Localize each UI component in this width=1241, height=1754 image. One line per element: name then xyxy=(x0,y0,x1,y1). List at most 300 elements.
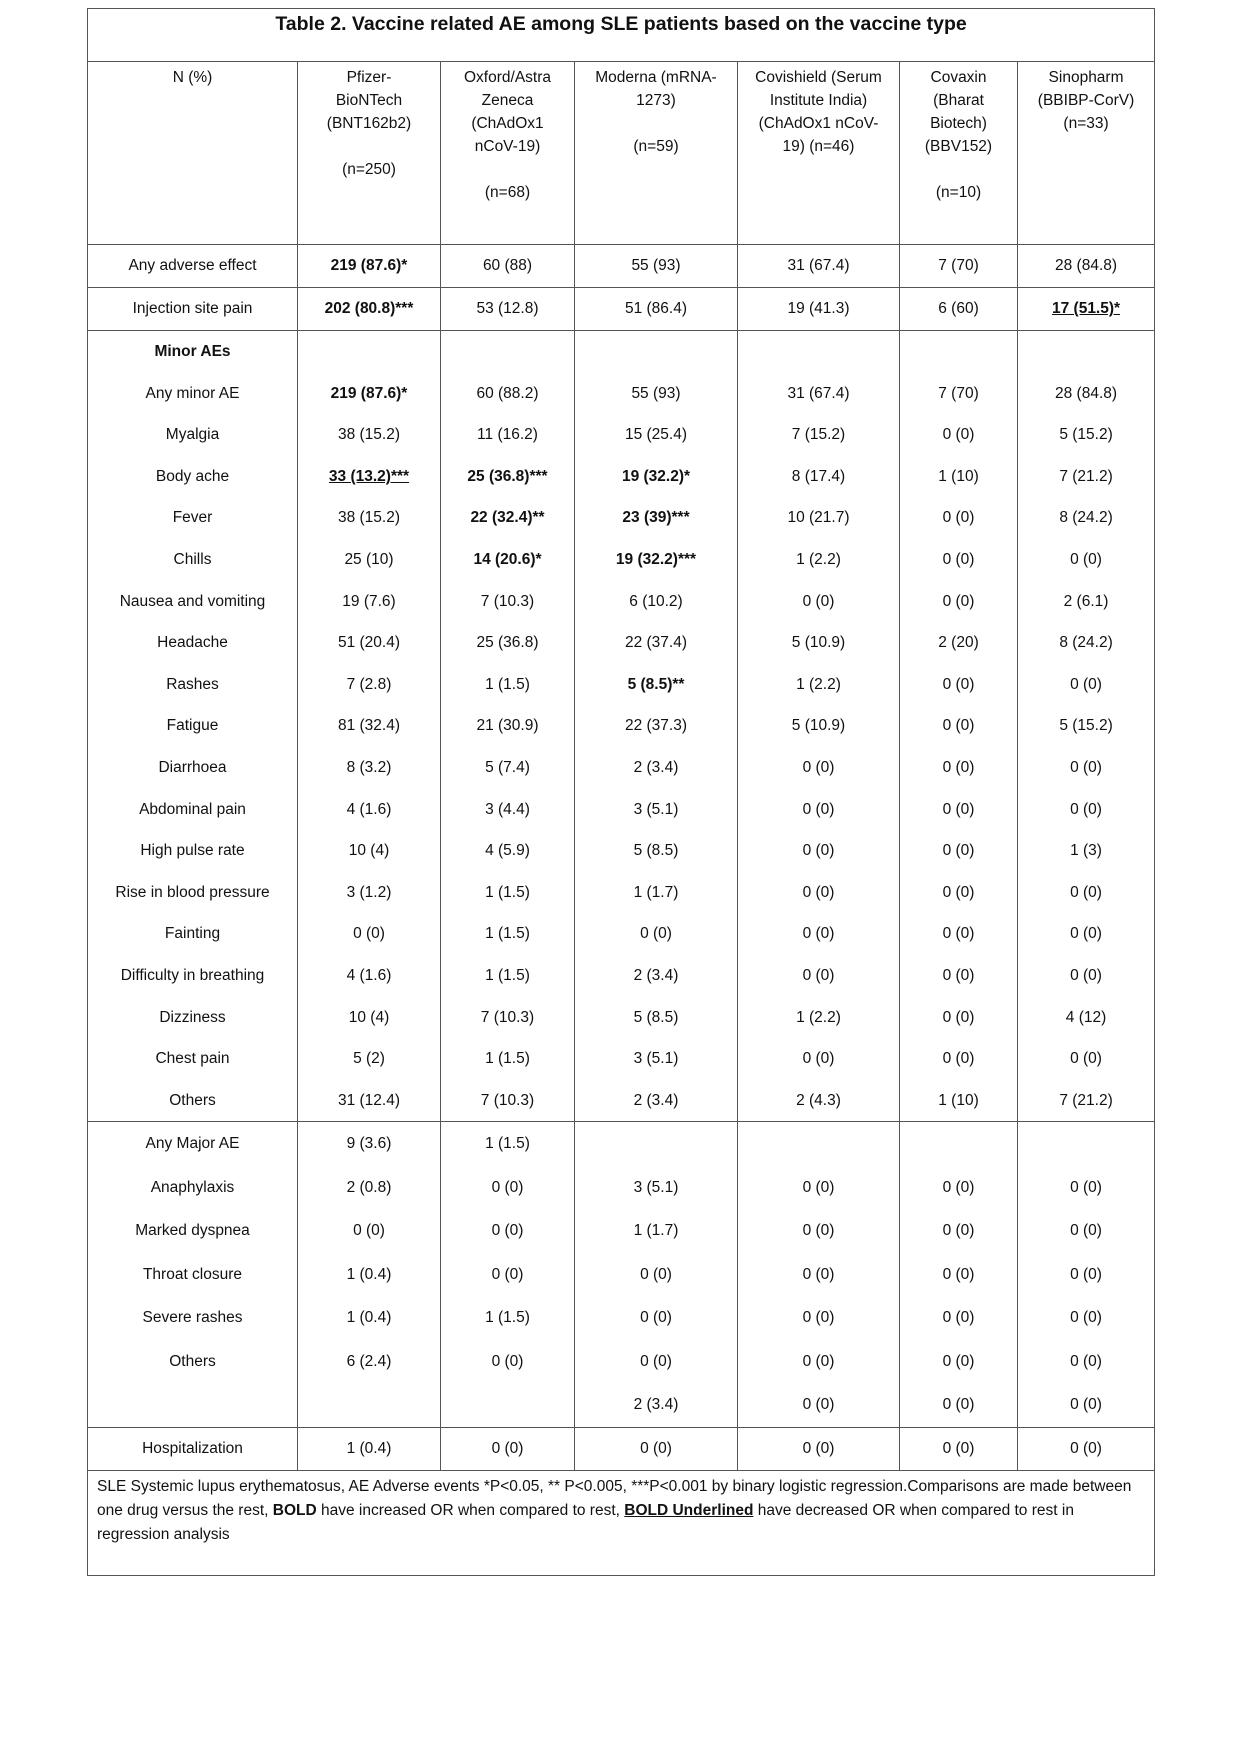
table-cell xyxy=(298,789,440,831)
value-column xyxy=(441,245,575,288)
table-cell xyxy=(1018,1340,1154,1384)
table-cell xyxy=(900,955,1017,997)
cell-value: 0 (0) xyxy=(1070,800,1102,818)
row-label xyxy=(88,913,297,955)
cell-value: 15 (25.4) xyxy=(624,426,688,444)
label-text: Severe rashes xyxy=(142,1309,243,1327)
label-text: Throat closure xyxy=(142,1265,243,1283)
cell-value: 2 (3.4) xyxy=(633,966,679,984)
cell-value: 0 (0) xyxy=(1070,1178,1102,1196)
table-cell xyxy=(1018,789,1154,831)
value-column xyxy=(575,1427,738,1470)
cell-value: 0 (0) xyxy=(640,925,672,943)
row-label xyxy=(88,1296,297,1340)
value-column xyxy=(575,245,738,288)
value-column xyxy=(738,245,900,288)
table-cell xyxy=(1018,1038,1154,1080)
table-cell xyxy=(738,331,899,373)
table-cell xyxy=(738,373,899,415)
table-cell xyxy=(441,456,574,498)
cell-value: 19 (32.2)* xyxy=(621,467,691,485)
cell-value: 81 (32.4) xyxy=(337,717,401,735)
table-cell xyxy=(1018,1209,1154,1253)
cell-value: 0 (0) xyxy=(491,1178,524,1196)
value-column xyxy=(738,1427,900,1470)
table-cell xyxy=(441,664,574,706)
cell-value: 7 (21.2) xyxy=(1059,1091,1113,1109)
table-cell xyxy=(575,497,737,539)
table-cell xyxy=(738,1296,899,1340)
table-cell xyxy=(298,747,440,789)
value-column xyxy=(575,1122,738,1428)
cell-value: 0 (0) xyxy=(802,1265,835,1283)
table-cell xyxy=(298,1122,440,1166)
table-cell xyxy=(298,1080,440,1122)
row-label xyxy=(88,664,297,706)
cell-value: 10 (21.7) xyxy=(787,509,850,527)
value-column xyxy=(1018,288,1155,331)
cell-value: 0 (0) xyxy=(942,1439,975,1457)
table-cell xyxy=(575,414,737,456)
value-column xyxy=(900,245,1018,288)
table-cell xyxy=(575,245,737,287)
row-label xyxy=(88,1080,297,1122)
table-cell xyxy=(738,245,899,287)
table-cell xyxy=(900,747,1017,789)
table-cell xyxy=(575,539,737,581)
cell-value: 0 (0) xyxy=(353,1222,385,1240)
cell-value: 3 (5.1) xyxy=(633,1050,679,1068)
value-column xyxy=(1018,331,1155,1122)
cell-value: 22 (37.4) xyxy=(624,634,688,652)
table-cell xyxy=(298,997,440,1039)
table-cell xyxy=(1018,872,1154,914)
cell-value: 1 (10) xyxy=(938,1091,979,1109)
table-cell xyxy=(900,539,1017,581)
row-label xyxy=(88,581,297,623)
label-text: Fatigue xyxy=(166,717,219,735)
table-cell xyxy=(575,331,737,373)
cell-value: 1 (1.5) xyxy=(485,1309,530,1327)
row-label-column xyxy=(88,288,298,331)
cell-value: 0 (0) xyxy=(942,883,975,901)
value-column xyxy=(900,1122,1018,1428)
table-cell xyxy=(441,955,574,997)
label-text: Myalgia xyxy=(165,426,220,444)
cell-value: 4 (1.6) xyxy=(346,800,392,818)
table-cell xyxy=(441,414,574,456)
table-cell xyxy=(900,497,1017,539)
cell-value: 10 (4) xyxy=(348,1008,390,1026)
cell-value: 0 (0) xyxy=(942,717,975,735)
cell-value: 1 (2.2) xyxy=(796,675,841,693)
table-cell xyxy=(900,622,1017,664)
table-cell xyxy=(738,581,899,623)
row-label-column xyxy=(88,1427,298,1470)
table-cell xyxy=(441,789,574,831)
cell-value: 5 (8.5) xyxy=(633,842,679,860)
cell-value: 0 (0) xyxy=(942,966,975,984)
cell-value: 0 (0) xyxy=(640,1309,672,1327)
cell-value: 0 (0) xyxy=(942,1178,975,1196)
table-cell xyxy=(1018,539,1154,581)
cell-value: 28 (84.8) xyxy=(1055,257,1118,274)
table-cell xyxy=(1018,331,1154,373)
cell-value: 31 (12.4) xyxy=(337,1091,401,1109)
table-cell xyxy=(575,1253,737,1297)
cell-value: 5 (8.5)** xyxy=(627,675,685,693)
table-cell xyxy=(738,747,899,789)
cell-value: 0 (0) xyxy=(802,592,835,610)
table-cell xyxy=(441,872,574,914)
cell-value: 3 (5.1) xyxy=(633,800,679,818)
cell-value: 19 (41.3) xyxy=(787,300,850,317)
table-cell xyxy=(738,789,899,831)
row-label xyxy=(88,288,297,330)
table-cell xyxy=(441,497,574,539)
cell-value: 1 (2.2) xyxy=(796,550,841,568)
cell-value: 0 (0) xyxy=(802,1439,835,1457)
cell-value: 25 (36.8) xyxy=(476,634,539,652)
table-cell xyxy=(900,288,1017,330)
header-vaccine: Pfizer- BioNTech (BNT162b2) (n=250) xyxy=(298,62,441,245)
table-cell xyxy=(1018,955,1154,997)
value-column xyxy=(900,331,1018,1122)
value-column xyxy=(441,1122,575,1428)
footnote-bold: BOLD xyxy=(272,1501,317,1519)
cell-value: 55 (93) xyxy=(631,384,681,402)
table-cell xyxy=(298,1166,440,1210)
cell-value: 51 (86.4) xyxy=(624,300,688,317)
cell-value: 0 (0) xyxy=(942,1309,975,1327)
row-label xyxy=(88,747,297,789)
cell-value: 8 (3.2) xyxy=(346,758,392,776)
cell-value: 202 (80.8)*** xyxy=(324,300,414,317)
cell-value: 1 (1.5) xyxy=(485,925,530,943)
row-label-column xyxy=(88,331,298,1122)
table-cell xyxy=(900,1253,1017,1297)
cell-value: 23 (39)*** xyxy=(622,509,690,527)
label-text: Any adverse effect xyxy=(128,257,257,274)
cell-value: 0 (0) xyxy=(640,1265,672,1283)
cell-value: 60 (88.2) xyxy=(476,384,539,402)
cell-value: 0 (0) xyxy=(802,966,835,984)
table-cell xyxy=(738,705,899,747)
value-column xyxy=(575,331,738,1122)
cell-value: 2 (20) xyxy=(938,634,979,652)
table-cell xyxy=(298,1253,440,1297)
label-text: Rise in blood pressure xyxy=(115,883,270,901)
cell-value: 0 (0) xyxy=(1070,1396,1102,1414)
cell-value: 0 (0) xyxy=(1070,1222,1102,1240)
row-label xyxy=(88,539,297,581)
table-cell xyxy=(738,872,899,914)
table-cell xyxy=(298,497,440,539)
label-text: Fever xyxy=(172,509,213,527)
cell-value: 1 (0.4) xyxy=(346,1265,392,1283)
value-column xyxy=(441,331,575,1122)
cell-value: 0 (0) xyxy=(802,1178,835,1196)
table-cell xyxy=(1018,622,1154,664)
label-text: Diarrhoea xyxy=(158,758,227,776)
cell-value: 11 (16.2) xyxy=(477,426,538,444)
cell-value: 31 (67.4) xyxy=(787,384,850,402)
cell-value: 3 (1.2) xyxy=(346,883,392,901)
table-cell xyxy=(738,622,899,664)
table-cell xyxy=(441,288,574,330)
footnote-text: have increased OR when compared to rest, xyxy=(316,1501,625,1519)
cell-value: 2 (4.3) xyxy=(796,1091,841,1109)
footnote-text: SLE Systemic lupus erythematosus, AE Adverse events *P<0.05, ** P<0.005, ***P<0.001 by binary logistic regression.Comparisons are made between one drug versus the rest, xyxy=(97,1477,1132,1519)
cell-value: 5 (7.4) xyxy=(485,758,530,776)
table-cell xyxy=(738,997,899,1039)
value-column xyxy=(738,288,900,331)
table-cell xyxy=(441,1253,574,1297)
table-cell xyxy=(298,288,440,330)
row-label xyxy=(88,414,297,456)
footnote-text: have decreased OR when compared to rest in regression analysis xyxy=(97,1501,1074,1543)
cell-value: 6 (2.4) xyxy=(346,1352,392,1370)
table-cell xyxy=(738,1166,899,1210)
cell-value: 1 (0.4) xyxy=(346,1439,392,1457)
section-major xyxy=(88,1122,1155,1428)
label-text: Minor AEs xyxy=(154,343,231,360)
cell-value: 0 (0) xyxy=(802,1352,835,1370)
cell-value: 2 (3.4) xyxy=(633,1396,679,1414)
cell-value: 2 (6.1) xyxy=(1063,592,1109,610)
cell-value: 38 (15.2) xyxy=(337,509,401,527)
table-cell xyxy=(900,1080,1017,1122)
header-n-percent: N (%) xyxy=(88,62,298,245)
table-cell xyxy=(900,1296,1017,1340)
row-label xyxy=(88,997,297,1039)
table-cell xyxy=(575,1340,737,1384)
cell-value: 1 (1.5) xyxy=(485,883,530,901)
cell-value: 0 (0) xyxy=(942,1352,975,1370)
vaccine-ae-table xyxy=(87,8,1155,1576)
table-cell xyxy=(738,664,899,706)
table-cell xyxy=(900,1038,1017,1080)
table-cell xyxy=(298,245,440,287)
table-cell xyxy=(441,705,574,747)
cell-value: 1 (1.5) xyxy=(485,675,530,693)
table-cell xyxy=(575,1122,737,1166)
cell-value: 7 (10.3) xyxy=(480,1091,535,1109)
table-cell xyxy=(575,872,737,914)
table-cell xyxy=(900,245,1017,287)
cell-value: 0 (0) xyxy=(1070,966,1102,984)
table-cell xyxy=(441,1383,574,1427)
cell-value: 0 (0) xyxy=(942,550,975,568)
table-cell xyxy=(575,1080,737,1122)
cell-value: 0 (0) xyxy=(353,925,385,943)
cell-value: 10 (4) xyxy=(348,842,390,860)
table-cell xyxy=(575,456,737,498)
cell-value: 0 (0) xyxy=(1070,675,1102,693)
table-cell xyxy=(738,1122,899,1166)
label-text: Nausea and vomiting xyxy=(119,592,266,610)
row-label xyxy=(88,1383,297,1427)
title-row xyxy=(88,9,1155,62)
cell-value: 5 (15.2) xyxy=(1059,717,1113,735)
label-text: Anaphylaxis xyxy=(150,1178,235,1196)
cell-value: 53 (12.8) xyxy=(476,300,539,317)
table-cell xyxy=(298,705,440,747)
table-cell xyxy=(575,789,737,831)
cell-value: 219 (87.6)* xyxy=(330,384,408,402)
cell-value: 25 (36.8)*** xyxy=(467,467,548,485)
cell-value: 1 (1.7) xyxy=(633,1222,679,1240)
table-cell xyxy=(575,955,737,997)
table-cell xyxy=(738,414,899,456)
table-cell xyxy=(441,581,574,623)
cell-value: 0 (0) xyxy=(942,1008,975,1026)
table-cell xyxy=(298,1428,440,1470)
table-cell xyxy=(441,1122,574,1166)
table-cell xyxy=(441,997,574,1039)
value-column xyxy=(298,1122,441,1428)
table-cell xyxy=(900,913,1017,955)
table-cell xyxy=(900,789,1017,831)
cell-value: 0 (0) xyxy=(942,1396,975,1414)
table-cell xyxy=(441,622,574,664)
table-cell xyxy=(900,414,1017,456)
table-cell xyxy=(298,664,440,706)
table-cell xyxy=(441,830,574,872)
table-cell xyxy=(298,1038,440,1080)
row-label xyxy=(88,872,297,914)
table-cell xyxy=(1018,1428,1154,1470)
cell-value: 0 (0) xyxy=(942,509,975,527)
cell-value: 8 (24.2) xyxy=(1059,634,1113,652)
header-vaccine: Covishield (Serum Institute India) (ChAdOx1 nCoV- 19) (n=46) xyxy=(738,62,900,245)
cell-value: 0 (0) xyxy=(802,800,835,818)
label-text: Injection site pain xyxy=(132,300,253,317)
cell-value: 0 (0) xyxy=(1070,1309,1102,1327)
table-cell xyxy=(900,664,1017,706)
header-vaccine: Sinopharm (BBIBP-CorV) (n=33) xyxy=(1018,62,1155,245)
table-cell xyxy=(575,705,737,747)
cell-value: 0 (0) xyxy=(942,592,975,610)
cell-value: 0 (0) xyxy=(640,1439,672,1457)
table-cell xyxy=(1018,414,1154,456)
row-label xyxy=(88,789,297,831)
cell-value: 1 (1.7) xyxy=(633,883,679,901)
table-cell xyxy=(738,1340,899,1384)
cell-value: 5 (2) xyxy=(353,1050,385,1068)
section-any-adverse xyxy=(88,245,1155,288)
cell-value: 7 (70) xyxy=(938,384,979,402)
table-cell xyxy=(738,497,899,539)
cell-value: 0 (0) xyxy=(802,1396,835,1414)
row-label xyxy=(88,456,297,498)
cell-value: 0 (0) xyxy=(802,1222,835,1240)
table-cell xyxy=(900,1122,1017,1166)
cell-value: 0 (0) xyxy=(942,925,975,943)
cell-value: 0 (0) xyxy=(942,675,975,693)
cell-value: 9 (3.6) xyxy=(346,1135,392,1153)
row-label xyxy=(88,1340,297,1384)
table-cell xyxy=(1018,997,1154,1039)
label-text: Chills xyxy=(173,550,212,568)
value-column xyxy=(298,1427,441,1470)
table-cell xyxy=(575,664,737,706)
cell-value: 0 (0) xyxy=(942,800,975,818)
table-cell xyxy=(1018,1080,1154,1122)
row-label xyxy=(88,1122,297,1166)
label-text: Dizziness xyxy=(159,1008,226,1026)
table-cell xyxy=(441,245,574,287)
cell-value: 55 (93) xyxy=(631,257,681,274)
table-cell xyxy=(900,705,1017,747)
table-cell xyxy=(575,1038,737,1080)
table-cell xyxy=(441,747,574,789)
cell-value: 0 (0) xyxy=(1070,1439,1102,1457)
row-label xyxy=(88,245,297,287)
cell-value: 0 (0) xyxy=(491,1265,524,1283)
cell-value: 1 (2.2) xyxy=(796,1008,841,1026)
table-cell xyxy=(1018,456,1154,498)
row-label-column xyxy=(88,245,298,288)
table-cell xyxy=(575,1209,737,1253)
table-cell xyxy=(575,997,737,1039)
table-cell xyxy=(900,1166,1017,1210)
label-text: Rashes xyxy=(166,675,219,693)
table-cell xyxy=(441,913,574,955)
cell-value: 0 (0) xyxy=(491,1439,524,1457)
row-label xyxy=(88,331,297,373)
table-cell xyxy=(298,955,440,997)
label-text: Any Major AE xyxy=(145,1135,240,1153)
cell-value: 2 (3.4) xyxy=(633,1091,679,1109)
table-cell xyxy=(1018,373,1154,415)
footnote xyxy=(88,1470,1155,1575)
table-cell xyxy=(575,1428,737,1470)
label-text: Headache xyxy=(157,634,228,652)
table-cell xyxy=(575,913,737,955)
cell-value: 4 (1.6) xyxy=(346,966,392,984)
table-cell xyxy=(298,1383,440,1427)
cell-value: 6 (10.2) xyxy=(629,592,683,610)
value-column xyxy=(738,1122,900,1428)
table-cell xyxy=(441,1296,574,1340)
table-cell xyxy=(575,373,737,415)
value-column xyxy=(298,245,441,288)
cell-value: 7 (70) xyxy=(938,257,979,274)
cell-value: 0 (0) xyxy=(1070,1050,1102,1068)
row-label xyxy=(88,1166,297,1210)
cell-value: 19 (7.6) xyxy=(342,592,396,610)
cell-value: 0 (0) xyxy=(942,842,975,860)
table-cell xyxy=(1018,245,1154,287)
table-cell xyxy=(575,288,737,330)
cell-value: 4 (5.9) xyxy=(485,842,530,860)
value-column xyxy=(298,288,441,331)
cell-value: 219 (87.6)* xyxy=(330,257,408,274)
table-cell xyxy=(1018,288,1154,330)
table-cell xyxy=(441,331,574,373)
label-text: Fainting xyxy=(164,925,221,943)
table-cell xyxy=(900,581,1017,623)
value-column xyxy=(441,1427,575,1470)
cell-value: 33 (13.2)*** xyxy=(328,467,410,485)
cell-value: 0 (0) xyxy=(1070,925,1102,943)
footnote-bold-underlined: BOLD Underlined xyxy=(624,1501,754,1519)
cell-value: 1 (1.5) xyxy=(485,966,530,984)
table-cell xyxy=(441,1038,574,1080)
cell-value: 14 (20.6)* xyxy=(473,550,542,568)
table-cell xyxy=(441,1080,574,1122)
